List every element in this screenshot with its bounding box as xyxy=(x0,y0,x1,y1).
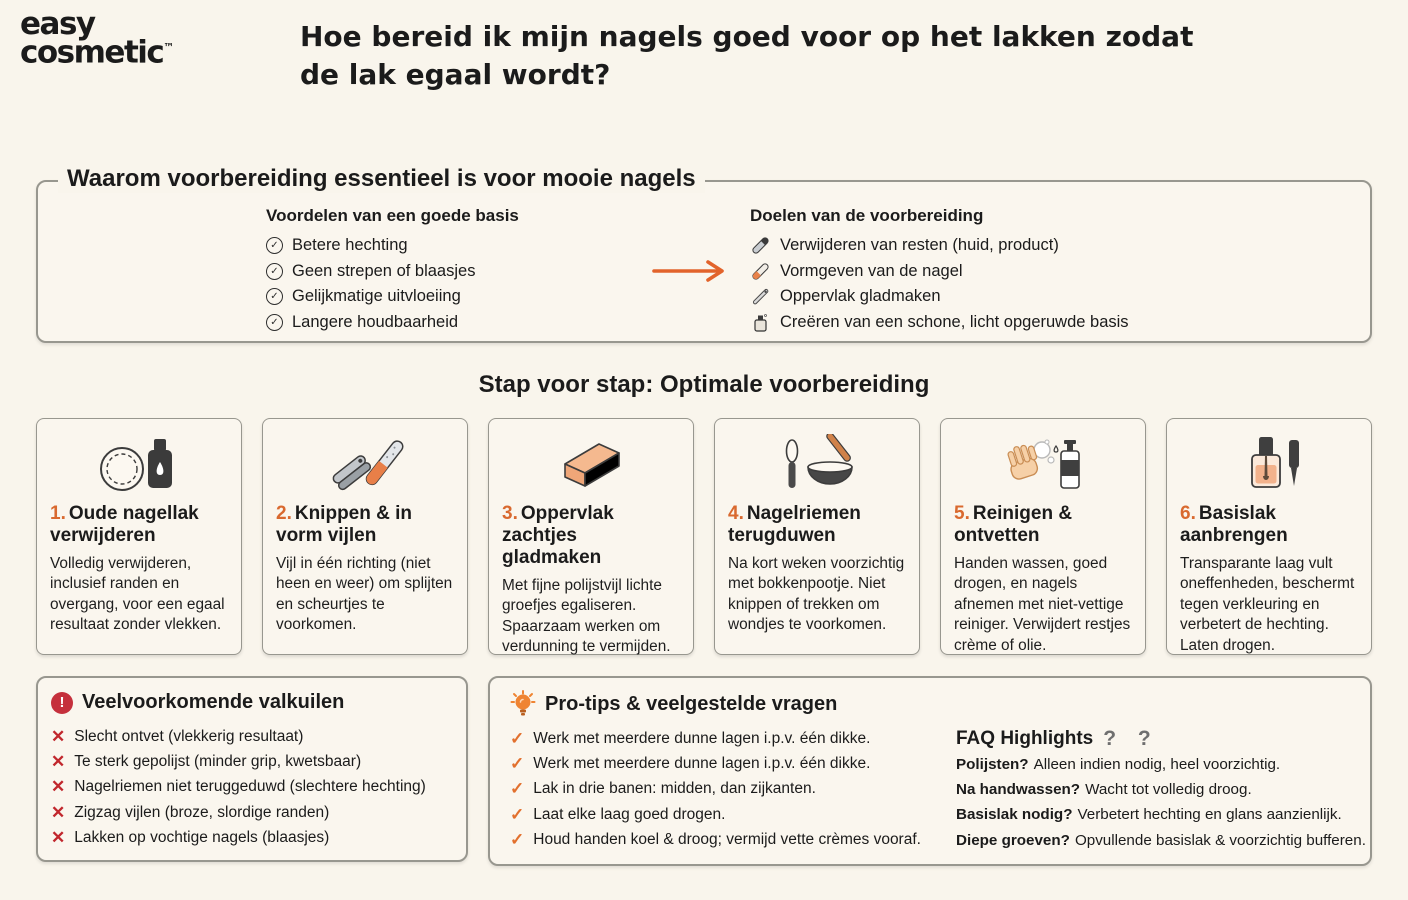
tip-item: ✓ Werk met meerdere dunne lagen i.p.v. één dikke. xyxy=(510,754,871,774)
check-icon: ✓ xyxy=(510,830,525,850)
step-card-1 xyxy=(36,418,242,655)
x-mark-icon: ✕ xyxy=(51,777,66,797)
nail-file-orange-tip-icon xyxy=(750,261,771,282)
step-description: Volledig verwijderen, inclusief randen en overgang, voor een egaal resultaat zonder vlekken. xyxy=(50,555,225,634)
check-icon: ✓ xyxy=(510,804,525,824)
circle-check-icon: ✓ xyxy=(266,237,283,254)
step-title: 5. Reinigen & ontvetten xyxy=(954,503,1073,546)
logo-line1: easy xyxy=(20,6,95,42)
x-mark-icon: ✕ xyxy=(51,726,66,746)
step-title: 4. Nagelriemen terugduwen xyxy=(728,503,861,546)
tip-item: ✓ Laat elke laag goed drogen. xyxy=(510,804,726,824)
alert-icon: ! xyxy=(51,692,73,714)
goal-item: Vormgeven van de nagel xyxy=(750,259,1129,285)
logo-line2: cosmetic™ xyxy=(20,34,175,71)
pitfall-item: ✕ Slecht ontvet (vlekkerig resultaat) xyxy=(51,726,304,746)
buffer-block-icon xyxy=(549,434,633,494)
steps-section-heading: Stap voor stap: Optimale voorbereiding xyxy=(478,371,930,398)
why-preparation-section xyxy=(36,165,1372,343)
hand-washing-and-pump-bottle-icon xyxy=(1001,434,1085,494)
tip-item: ✓ Lak in drie banen: midden, dan zijkanten. xyxy=(510,779,816,799)
x-mark-icon: ✕ xyxy=(51,802,66,822)
step-card-4 xyxy=(714,418,920,655)
polish-bottle-and-brush-icon xyxy=(1227,434,1311,494)
trademark-symbol: ™ xyxy=(163,41,175,54)
why-section-heading: Waarom voorbereiding essentieel is voor mooie nagels xyxy=(58,165,705,193)
benefits-heading: Voordelen van een goede basis xyxy=(266,206,519,225)
step-card-5 xyxy=(940,418,1146,655)
x-mark-icon: ✕ xyxy=(51,828,66,848)
tip-item: ✓ Werk met meerdere dunne lagen i.p.v. één dikke. xyxy=(510,728,871,748)
faq-heading: FAQ Highlights xyxy=(956,727,1094,749)
step-description: Na kort weken voorzichtig met bokkenpootje. Niet knippen of trekken om wondjes te voorkomen. xyxy=(728,555,905,634)
faq-item: Basislak nodig? Verbetert hechting en glans aanzienlijk. xyxy=(956,806,1342,824)
pitfalls-section xyxy=(36,676,468,862)
lightbulb-icon xyxy=(510,690,536,718)
step-description: Transparante laag vult oneffenheden, beschermt tegen verkleuring en verbetert de hechting. Laten drogen. xyxy=(1180,555,1355,654)
circle-check-icon: ✓ xyxy=(266,314,283,331)
steps-cards-row xyxy=(36,418,1372,655)
step-title: 3. Oppervlak zachtjes gladmaken xyxy=(502,503,614,568)
thin-nail-file-icon xyxy=(750,286,771,307)
protips-heading: Pro-tips & veelgestelde vragen xyxy=(545,692,838,715)
nail-file-dark-tip-icon xyxy=(750,235,771,256)
tip-item: ✓ Houd handen koel & droog; vermijd vette crèmes vooraf. xyxy=(510,830,921,850)
goals-column xyxy=(750,206,1129,335)
step-card-3 xyxy=(488,418,694,655)
polish-remover-bottle-icon xyxy=(750,312,771,333)
nail-clipper-and-file-icon xyxy=(323,434,407,494)
faq-item: Diepe groeven? Opvullende basislak & voorzichtig bufferen. xyxy=(956,831,1366,849)
goal-item: Verwijderen van resten (huid, product) xyxy=(750,233,1129,259)
pitfall-item: ✕ Lakken op vochtige nagels (blaasjes) xyxy=(51,828,330,848)
step-card-2 xyxy=(262,418,468,655)
cotton-pad-and-remover-bottle-icon xyxy=(97,434,181,494)
step-title: 1. Oude nagellak verwijderen xyxy=(50,503,199,546)
step-title: 6. Basislak aanbrengen xyxy=(1180,503,1288,546)
benefit-item: ✓ Langere houdbaarheid xyxy=(266,310,519,336)
soaking-bowl-and-cuticle-pusher-icon xyxy=(775,434,859,494)
question-marks-icon: ? ? xyxy=(1103,726,1159,750)
pitfalls-heading: Veelvoorkomende valkuilen xyxy=(82,691,345,713)
x-mark-icon: ✕ xyxy=(51,752,66,772)
benefit-item: ✓ Gelijkmatige uitvloeiing xyxy=(266,284,519,310)
circle-check-icon: ✓ xyxy=(266,263,283,280)
benefit-item: ✓ Geen strepen of blaasjes xyxy=(266,259,519,285)
pitfall-item: ✕ Nagelriemen niet teruggeduwd (slechtere hechting) xyxy=(51,777,426,797)
step-card-6 xyxy=(1166,418,1372,655)
protips-section xyxy=(488,676,1372,866)
right-arrow-icon xyxy=(650,258,734,284)
goals-heading: Doelen van de voorbereiding xyxy=(750,206,984,225)
step-description: Met fijne polijstvijl lichte groefjes egaliseren. Spaarzaam werken om verdunning te vermijden. xyxy=(502,577,671,656)
faq-item: Na handwassen? Wacht tot volledig droog. xyxy=(956,780,1252,798)
check-icon: ✓ xyxy=(510,728,525,748)
circle-check-icon: ✓ xyxy=(266,288,283,305)
step-description: Vijl in één richting (niet heen en weer) om splijten en scheurtjes te voorkomen. xyxy=(276,555,453,634)
goal-item: Oppervlak gladmaken xyxy=(750,284,1129,310)
page-title: Hoe bereid ik mijn nagels goed voor op het lakken zodat de lak egaal wordt? xyxy=(300,20,1194,91)
step-description: Handen wassen, goed drogen, en nagels afnemen met niet-vettige reiniger. Verwijdert restjes crème of olie. xyxy=(954,555,1131,654)
faq-column xyxy=(956,726,1366,853)
faq-item: Polijsten? Alleen indien nodig, heel voorzichtig. xyxy=(956,755,1281,773)
goal-item: Creëren van een schone, licht opgeruwde basis xyxy=(750,310,1129,336)
pitfall-item: ✕ Te sterk gepolijst (minder grip, kwetsbaar) xyxy=(51,752,362,772)
pitfall-item: ✕ Zigzag vijlen (broze, slordige randen) xyxy=(51,802,330,822)
check-icon: ✓ xyxy=(510,779,525,799)
benefits-column xyxy=(266,206,519,335)
check-icon: ✓ xyxy=(510,754,525,774)
benefit-item: ✓ Betere hechting xyxy=(266,233,519,259)
tips-column xyxy=(510,726,921,853)
step-title: 2. Knippen & in vorm vijlen xyxy=(276,503,413,546)
easycosmetic-logo xyxy=(20,6,175,71)
